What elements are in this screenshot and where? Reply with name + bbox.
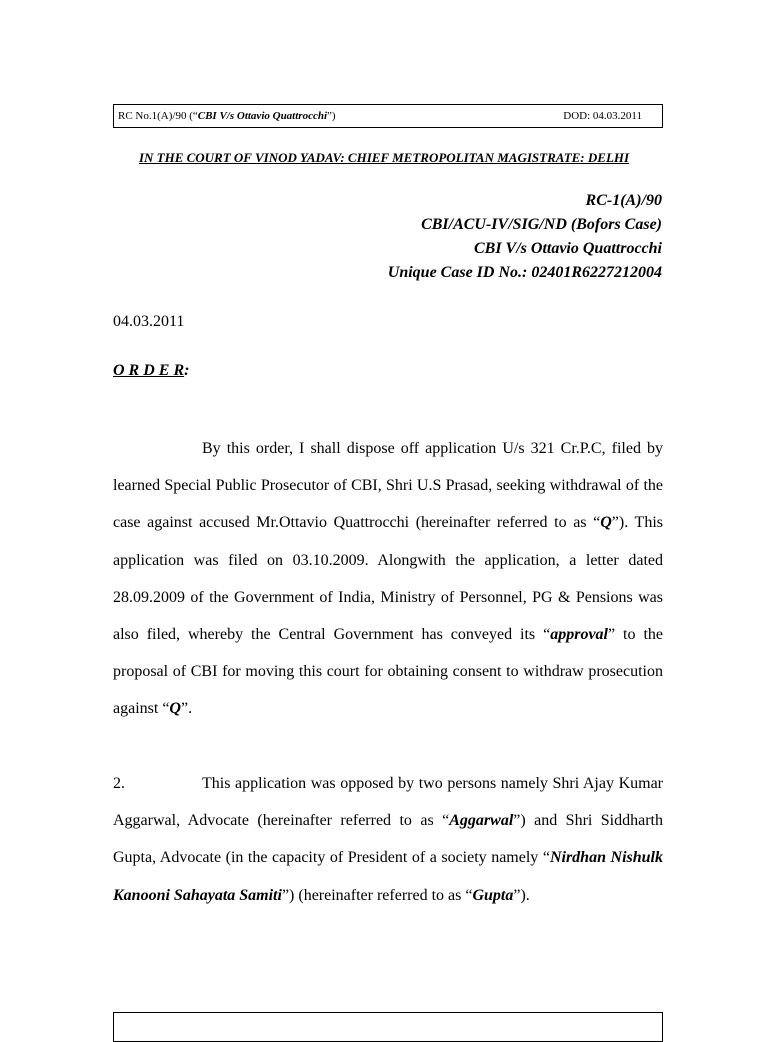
order-date: 04.03.2011	[113, 313, 185, 330]
header-dod: DOD: 04.03.2011	[563, 110, 642, 122]
case-identifiers	[388, 189, 662, 285]
case-cbi-reference: CBI/ACU-IV/SIG/ND (Bofors Case)	[421, 216, 662, 233]
header-case-name: CBI V/s Ottavio Quattrocchi	[197, 110, 328, 122]
case-unique-id: Unique Case ID No.: 02401R6227212004	[387, 264, 662, 281]
case-rc-number: RC-1(A)/90	[585, 192, 662, 209]
order-heading: O R D E R:	[113, 362, 190, 379]
page-footer-box	[113, 1012, 663, 1042]
paragraph-2: 2. This application was opposed by two persons namely Shri Ajay Kumar Aggarwal, Advocate (hereinafter referred to as “Aggarwal”) and Shri Siddharth Gupta, Advocate (in the capacity of President of a society namely “Nirdhan Nishulk Kanooni Sahayata Samiti”) (hereinafter referred to as “Gupta”).	[113, 765, 663, 914]
page-header-box	[113, 104, 663, 128]
header-case-ref: RC No.1(A)/90 (“CBI V/s Ottavio Quattrocchi”)	[118, 110, 336, 122]
case-parties: CBI V/s Ottavio Quattrocchi	[473, 240, 662, 257]
paragraph-1: By this order, I shall dispose off application U/s 321 Cr.P.C, filed by learned Special Public Prosecutor of CBI, Shri U.S Prasad, seeking withdrawal of the case against accused Mr.Ottavio Quattrocchi (hereinafter referred to as “Q”). This application was filed on 03.10.2009. Alongwith the application, a letter dated 28.09.2009 of the Government of India, Ministry of Personnel, PG & Pensions was also filed, whereby the Central Government has conveyed its “approval” to the proposal of CBI for moving this court for obtaining consent to withdraw prosecution against “Q”.	[113, 440, 663, 718]
paragraph-2-number: 2.	[113, 775, 125, 792]
court-title: IN THE COURT OF VINOD YADAV: CHIEF METROPOLITAN MAGISTRATE: DELHI	[138, 150, 630, 165]
